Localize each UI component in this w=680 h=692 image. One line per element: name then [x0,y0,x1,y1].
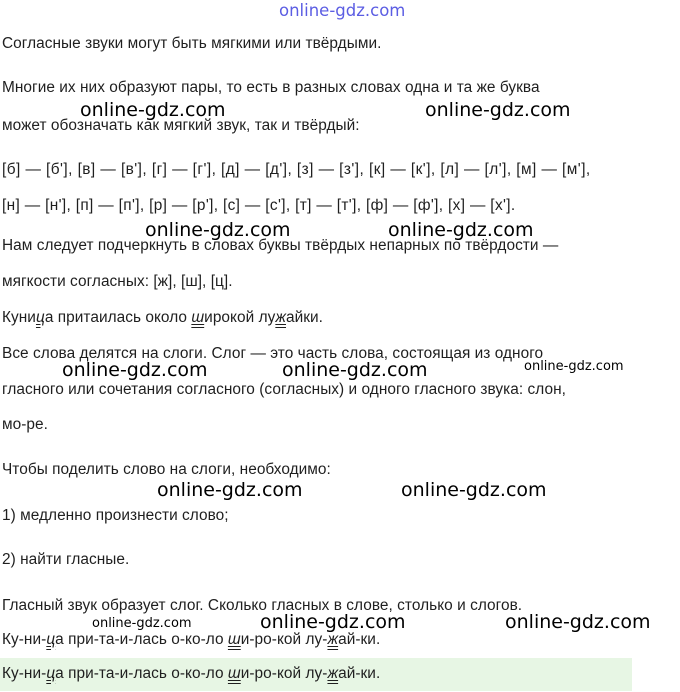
text-fragment: а при-та-и-лась о-ко-ло [55,665,228,682]
paragraph-text: может обозначать как мягкий звук, так и твёрдый: [2,117,360,134]
paragraph-text: мягкости согласных: [ж], [ш], [ц]. [2,273,233,290]
text-fragment: Куни [2,309,36,326]
text-fragment: а при-та-и-лась о-ко-ло [55,631,228,648]
text-fragment: айки. [286,309,324,326]
text-fragment: ай-ки. [338,665,381,682]
example-sentence [2,308,323,328]
text-fragment: ирокой лу [204,309,276,326]
paragraph-text: Чтобы поделить слово на слоги, необходимо: [2,461,331,478]
watermark: online-gdz.com [505,611,651,633]
underlined-letter: ж [327,631,339,648]
paragraph-text: Согласные звуки могут быть мягкими или твёрдыми. [2,35,382,52]
paragraph-text: мо-ре. [2,416,48,433]
syllable-split-answer [2,664,380,684]
watermark: online-gdz.com [145,219,291,241]
paragraph-text: Многие их них образуют пары, то есть в разных словах одна и та же буква [2,79,540,96]
text-fragment: и-ро-кой лу- [240,665,328,682]
watermark: online-gdz.com [388,219,534,241]
paragraph-text: Гласный звук образует слог. Сколько гласных в слове, столько и слогов. [2,597,523,614]
underlined-letter: ж [327,665,339,682]
syllable-split-sentence [2,630,380,650]
watermark: online-gdz.com [157,479,303,501]
watermark: online-gdz.com [279,1,406,20]
text-fragment: ай-ки. [338,631,381,648]
watermark: online-gdz.com [80,99,226,121]
watermark: online-gdz.com [282,359,428,381]
watermark: online-gdz.com [62,359,208,381]
underlined-letter: ж [275,309,286,326]
text-fragment: Ку-ни- [2,665,47,682]
underlined-letter: ц [35,309,45,326]
watermark: online-gdz.com [260,611,406,633]
underlined-letter: ш [227,665,241,682]
underlined-letter: ц [46,631,56,648]
paragraph-text: 1) медленно произнести слово; [2,507,229,524]
paragraph-text: 2) найти гласные. [2,551,130,568]
paragraph-text: Нам следует подчеркнуть в словах буквы твёрдых непарных по твёрдости — [2,237,559,254]
underlined-letter: ш [191,309,205,326]
text-fragment: и-ро-кой лу- [240,631,328,648]
underlined-letter: ш [227,631,241,648]
watermark: online-gdz.com [401,479,547,501]
paragraph-text: [н] — [н'], [п] — [п'], [р] — [р'], [с] — [с'], [т] — [т'], [ф] — [ф'], [х] — [х']. [2,197,516,214]
paragraph-text: гласного или сочетания согласного (согласных) и одного гласного звука: слон, [2,381,566,398]
paragraph-text: Все слова делятся на слоги. Слог — это часть слова, состоящая из одного [2,345,544,362]
text-fragment: а притаилась около [44,309,192,326]
paragraph-text: [б] — [б'], [в] — [в'], [г] — [г'], [д] — [д'], [з] — [з'], [к] — [к'], [л] — [л'], [м] — [м'], [2,161,591,178]
watermark: online-gdz.com [524,359,624,374]
watermark: online-gdz.com [92,616,192,631]
watermark: online-gdz.com [425,99,571,121]
underlined-letter: ц [46,665,56,682]
text-fragment: Ку-ни- [2,631,47,648]
